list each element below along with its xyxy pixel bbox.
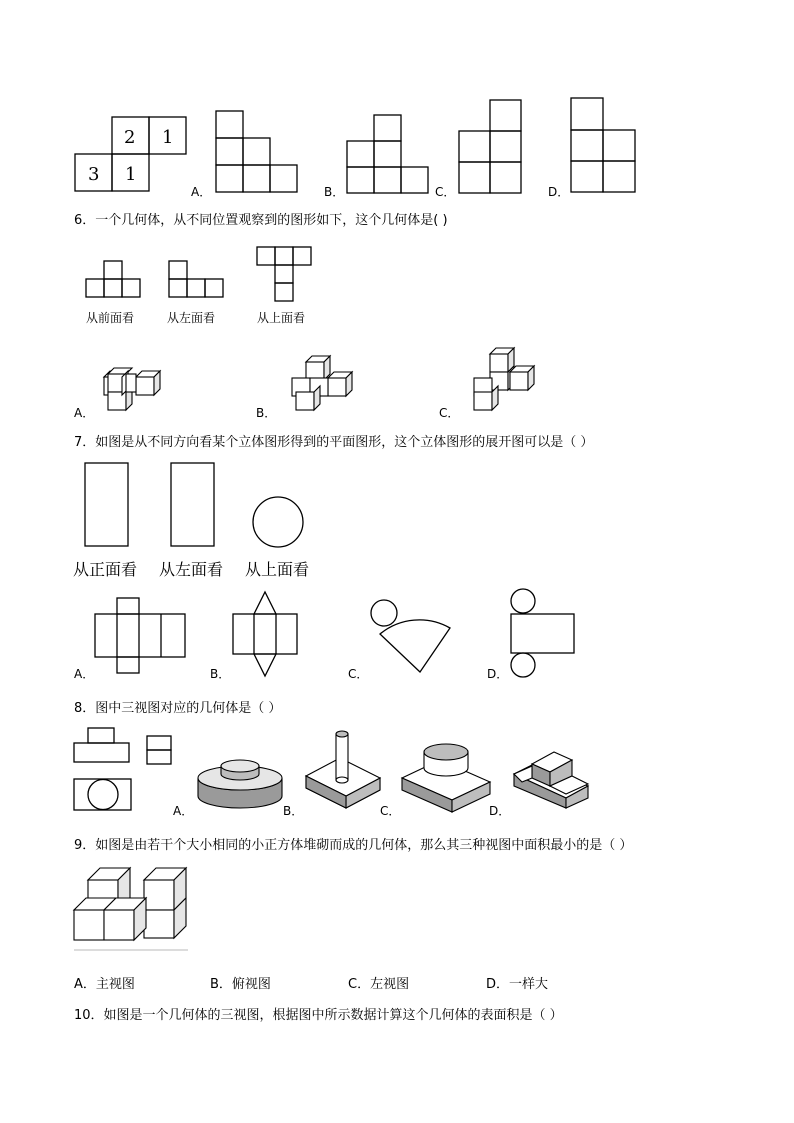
- q6-left-view: [168, 260, 226, 300]
- q7-front-view: [84, 462, 130, 548]
- q7-option-d-label[interactable]: D．: [487, 667, 509, 681]
- q9-cube-stack-figure: [72, 866, 190, 952]
- q8-option-a-label[interactable]: A．: [173, 804, 194, 818]
- q5-net-number: 1: [125, 164, 137, 185]
- q6-top-view-caption: 从上面看: [257, 311, 306, 325]
- q8-option-b-label[interactable]: B．: [283, 804, 304, 818]
- q5-option-b-figure[interactable]: [346, 114, 430, 196]
- q6-option-c-label[interactable]: C．: [439, 406, 460, 420]
- q5-net-figure: [74, 111, 194, 193]
- q8-option-c-label[interactable]: C．: [380, 804, 401, 818]
- q6-option-b-figure[interactable]: [288, 352, 360, 412]
- q6-option-c-figure[interactable]: [470, 346, 540, 412]
- q7-option-b-label[interactable]: B．: [210, 667, 231, 681]
- q6-top-view: [256, 246, 314, 304]
- q7-option-c-label[interactable]: C．: [348, 667, 369, 681]
- q7-option-d-figure[interactable]: [508, 588, 578, 680]
- q9-option-b[interactable]: B．俯视图: [210, 977, 271, 992]
- q6-question-text: 6．一个几何体，从不同位置观察到的图形如下，这个几何体是( ): [74, 213, 448, 228]
- q7-question-text: 7．如图是从不同方向看某个立体图形得到的平面图形，这个立体图形的展开图可以是（ ）: [74, 435, 594, 450]
- q9-option-c[interactable]: C．左视图: [348, 977, 410, 992]
- q7-left-view-caption: 从左面看: [159, 560, 224, 579]
- q6-front-view-caption: 从前面看: [86, 311, 135, 325]
- q8-front-view: [72, 726, 132, 766]
- q5-option-d-figure[interactable]: [570, 97, 638, 195]
- q5-option-c-figure[interactable]: [458, 99, 524, 195]
- q7-top-view-caption: 从上面看: [245, 560, 310, 579]
- q5-option-b-label[interactable]: B．: [324, 185, 345, 199]
- q8-option-c-figure[interactable]: [400, 738, 492, 812]
- q8-option-d-figure[interactable]: [510, 742, 592, 810]
- q5-option-d-label[interactable]: D．: [548, 185, 570, 199]
- q8-option-b-figure[interactable]: [304, 726, 384, 814]
- q6-option-a-figure[interactable]: [100, 362, 170, 414]
- q7-front-view-caption: 从正面看: [73, 560, 138, 579]
- q5-option-a-label[interactable]: A．: [191, 185, 212, 199]
- q6-left-view-caption: 从左面看: [167, 311, 216, 325]
- q7-option-b-figure[interactable]: [232, 590, 300, 680]
- q7-option-a-label[interactable]: A．: [74, 667, 95, 681]
- q5-net-number: 1: [162, 127, 174, 148]
- q7-left-view: [170, 462, 216, 548]
- q8-top-view: [72, 777, 134, 813]
- q8-option-d-label[interactable]: D．: [489, 804, 511, 818]
- q9-option-a[interactable]: A．主视图: [74, 977, 135, 992]
- q7-top-view: [251, 495, 305, 549]
- q5-net-number: 3: [88, 164, 100, 185]
- q7-option-a-figure[interactable]: [94, 597, 188, 677]
- q8-question-text: 8．图中三视图对应的几何体是（ ）: [74, 701, 282, 716]
- q8-option-a-figure[interactable]: [196, 756, 284, 812]
- q8-left-view: [145, 734, 175, 768]
- q6-option-a-label[interactable]: A．: [74, 406, 95, 420]
- q9-option-d[interactable]: D．一样大: [486, 977, 549, 992]
- q5-option-c-label[interactable]: C．: [435, 185, 456, 199]
- q7-option-c-figure[interactable]: [368, 598, 454, 676]
- q9-question-text: 9．如图是由若干个大小相同的小正方体堆砌而成的几何体，那么其三种视图中面积最小的是（ ）: [74, 838, 633, 853]
- q5-net-number: 2: [124, 127, 136, 148]
- q6-option-b-label[interactable]: B．: [256, 406, 277, 420]
- q5-option-a-figure[interactable]: [215, 110, 299, 194]
- q6-front-view: [85, 260, 143, 300]
- q10-question-text: 10．如图是一个几何体的三视图，根据图中所示数据计算这个几何体的表面积是（ ）: [74, 1008, 563, 1023]
